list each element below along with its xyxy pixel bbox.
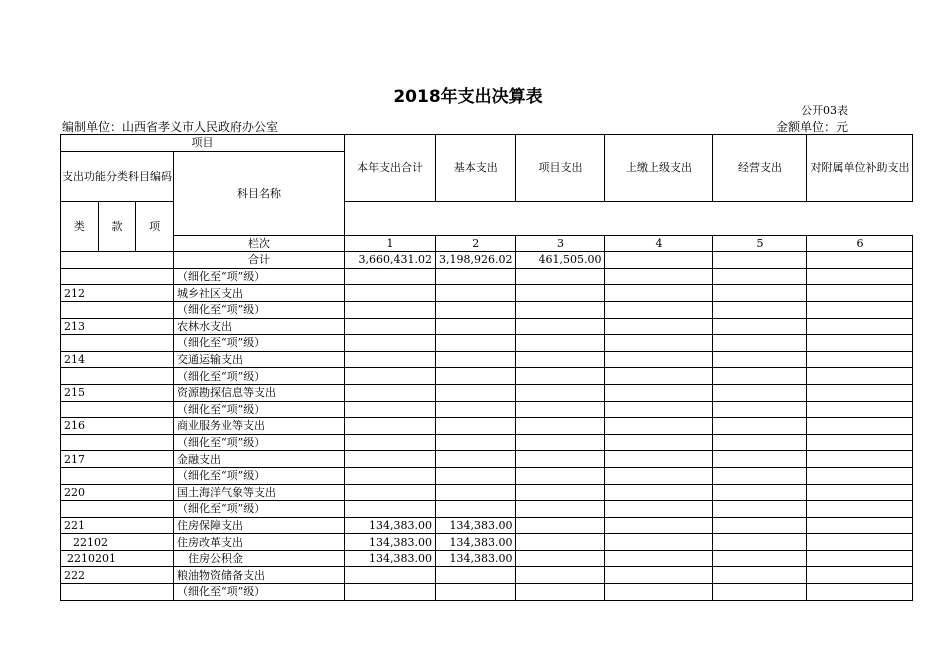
row-value-1 (345, 484, 436, 501)
header-code-group: 支出功能分类科目编码 (61, 151, 174, 201)
table-row (61, 434, 913, 451)
row-value-6 (807, 335, 913, 352)
row-value-6 (807, 418, 913, 435)
header-col-3: 项目支出 (516, 135, 605, 202)
total-value-1: 3,660,431.02 (345, 252, 436, 269)
row-code: 217 (61, 451, 174, 468)
row-subject-name: 商业服务业等支出 (174, 418, 345, 435)
row-value-2 (436, 301, 516, 318)
total-code (61, 252, 174, 269)
col-num-2: 2 (436, 235, 516, 252)
row-value-2 (436, 584, 516, 601)
row-value-3 (516, 418, 605, 435)
row-value-6 (807, 318, 913, 335)
header-xiang: 项 (136, 201, 174, 252)
row-subject-name: 交通运输支出 (174, 351, 345, 368)
table-row (61, 368, 913, 385)
row-value-5 (713, 401, 807, 418)
table-row (61, 534, 913, 551)
row-value-6 (807, 368, 913, 385)
row-value-5 (713, 434, 807, 451)
row-value-5 (713, 268, 807, 285)
row-value-1 (345, 384, 436, 401)
row-value-6 (807, 434, 913, 451)
row-subject-name: （细化至“项”级） (174, 584, 345, 601)
row-value-5 (713, 351, 807, 368)
row-value-3 (516, 451, 605, 468)
row-subject-name: （细化至“项”级） (174, 268, 345, 285)
row-code: 220 (61, 484, 174, 501)
row-value-2 (436, 268, 516, 285)
row-value-2 (436, 418, 516, 435)
row-code (61, 368, 174, 385)
row-value-5 (713, 451, 807, 468)
table-row (61, 484, 913, 501)
row-code: 222 (61, 567, 174, 584)
row-value-5 (713, 318, 807, 335)
row-value-4 (605, 368, 713, 385)
header-col-6: 对附属单位补助支出 (807, 135, 913, 202)
row-value-6 (807, 484, 913, 501)
row-value-6 (807, 451, 913, 468)
header-col-4: 上缴上级支出 (605, 135, 713, 202)
table-row (61, 384, 913, 401)
row-value-6 (807, 584, 913, 601)
row-value-3 (516, 351, 605, 368)
row-subject-name: （细化至“项”级） (174, 401, 345, 418)
row-value-3 (516, 567, 605, 584)
row-value-6 (807, 384, 913, 401)
row-code (61, 335, 174, 352)
row-value-6 (807, 550, 913, 567)
row-value-2 (436, 451, 516, 468)
row-value-1 (345, 351, 436, 368)
row-code: 212 (61, 285, 174, 302)
row-code (61, 434, 174, 451)
row-value-5 (713, 501, 807, 518)
row-subject-name: 住房改革支出 (174, 534, 345, 551)
row-value-2 (436, 434, 516, 451)
table-row (61, 351, 913, 368)
row-value-5 (713, 584, 807, 601)
row-code: 2210201 (61, 550, 174, 567)
row-code: 214 (61, 351, 174, 368)
total-value-2: 3,198,926.02 (436, 252, 516, 269)
row-value-4 (605, 584, 713, 601)
total-value-5 (713, 252, 807, 269)
row-code (61, 467, 174, 484)
row-value-4 (605, 401, 713, 418)
compiler-unit: 编制单位：山西省孝义市人民政府办公室 (62, 120, 279, 134)
total-value-6 (807, 252, 913, 269)
table-row (61, 418, 913, 435)
row-value-1 (345, 401, 436, 418)
row-value-5 (713, 368, 807, 385)
row-value-3 (516, 335, 605, 352)
row-value-2 (436, 368, 516, 385)
row-value-6 (807, 501, 913, 518)
row-value-5 (713, 484, 807, 501)
row-value-4 (605, 467, 713, 484)
row-value-1 (345, 268, 436, 285)
header-col-2: 基本支出 (436, 135, 516, 202)
row-code: 22102 (61, 534, 174, 551)
row-value-1 (345, 567, 436, 584)
row-value-2 (436, 501, 516, 518)
total-label: 合计 (174, 252, 345, 269)
row-subject-name: 国土海洋气象等支出 (174, 484, 345, 501)
row-value-2 (436, 285, 516, 302)
row-subject-name: 资源勘探信息等支出 (174, 384, 345, 401)
row-value-2 (436, 351, 516, 368)
row-subject-name: （细化至“项”级） (174, 301, 345, 318)
table-row (61, 301, 913, 318)
row-value-4 (605, 567, 713, 584)
row-value-1 (345, 418, 436, 435)
row-value-6 (807, 351, 913, 368)
row-subject-name: 粮油物资储备支出 (174, 567, 345, 584)
header-subject-name: 科目名称 (174, 151, 345, 235)
table-row (61, 268, 913, 285)
total-value-3: 461,505.00 (516, 252, 605, 269)
header-col-1: 本年支出合计 (345, 135, 436, 202)
table-row (61, 451, 913, 468)
table-row (61, 501, 913, 518)
row-value-4 (605, 351, 713, 368)
row-value-5 (713, 534, 807, 551)
row-value-1 (345, 434, 436, 451)
col-num-5: 5 (713, 235, 807, 252)
row-subject-name: 金融支出 (174, 451, 345, 468)
row-value-2 (436, 484, 516, 501)
row-value-4 (605, 451, 713, 468)
row-value-1 (345, 584, 436, 601)
row-value-3 (516, 467, 605, 484)
row-value-2: 134,383.00 (436, 517, 516, 534)
row-value-3 (516, 268, 605, 285)
row-value-4 (605, 534, 713, 551)
row-value-2 (436, 401, 516, 418)
row-subject-name: （细化至“项”级） (174, 335, 345, 352)
row-subject-name: （细化至“项”级） (174, 467, 345, 484)
row-value-5 (713, 418, 807, 435)
table-row (61, 517, 913, 534)
row-value-5 (713, 384, 807, 401)
row-subject-name: 住房保障支出 (174, 517, 345, 534)
col-num-3: 3 (516, 235, 605, 252)
row-subject-name: （细化至“项”级） (174, 434, 345, 451)
row-value-1 (345, 285, 436, 302)
row-value-2: 134,383.00 (436, 550, 516, 567)
row-value-2 (436, 318, 516, 335)
row-value-1 (345, 335, 436, 352)
row-value-3 (516, 501, 605, 518)
total-row (61, 252, 913, 269)
row-value-6 (807, 517, 913, 534)
row-value-6 (807, 467, 913, 484)
row-value-3 (516, 584, 605, 601)
row-value-3 (516, 301, 605, 318)
row-value-6 (807, 534, 913, 551)
row-code (61, 268, 174, 285)
row-value-3 (516, 484, 605, 501)
row-subject-name: （细化至“项”级） (174, 501, 345, 518)
row-value-2 (436, 384, 516, 401)
row-value-5 (713, 517, 807, 534)
header-col-5: 经营支出 (713, 135, 807, 202)
row-value-3 (516, 384, 605, 401)
row-value-4 (605, 418, 713, 435)
row-subject-name: 城乡社区支出 (174, 285, 345, 302)
row-value-3 (516, 318, 605, 335)
row-subject-name: 住房公积金 (174, 550, 345, 567)
table-row (61, 584, 913, 601)
row-value-4 (605, 301, 713, 318)
row-value-5 (713, 335, 807, 352)
header-project: 项目 (61, 135, 345, 152)
currency-unit: 金额单位：元 (775, 120, 848, 134)
table-row (61, 401, 913, 418)
form-number: 公开03表 (801, 104, 848, 117)
row-value-1 (345, 318, 436, 335)
total-value-4 (605, 252, 713, 269)
row-value-6 (807, 401, 913, 418)
table-row (61, 285, 913, 302)
col-num-4: 4 (605, 235, 713, 252)
row-value-2: 134,383.00 (436, 534, 516, 551)
row-value-5 (713, 301, 807, 318)
row-value-4 (605, 484, 713, 501)
row-code (61, 501, 174, 518)
row-value-5 (713, 467, 807, 484)
row-value-6 (807, 285, 913, 302)
row-value-1 (345, 301, 436, 318)
row-value-4 (605, 285, 713, 302)
page-title: 2018年支出决算表 (393, 87, 543, 107)
row-code: 221 (61, 517, 174, 534)
row-code: 213 (61, 318, 174, 335)
table-row (61, 550, 913, 567)
row-code (61, 401, 174, 418)
row-value-1: 134,383.00 (345, 550, 436, 567)
row-value-3 (516, 368, 605, 385)
table-row (61, 467, 913, 484)
row-value-2 (436, 467, 516, 484)
row-value-6 (807, 567, 913, 584)
row-value-4 (605, 434, 713, 451)
row-value-3 (516, 401, 605, 418)
row-value-2 (436, 567, 516, 584)
row-value-3 (516, 517, 605, 534)
table-row (61, 335, 913, 352)
row-value-4 (605, 268, 713, 285)
table-row (61, 318, 913, 335)
row-value-2 (436, 335, 516, 352)
row-value-4 (605, 384, 713, 401)
row-value-5 (713, 567, 807, 584)
row-value-1 (345, 467, 436, 484)
row-value-5 (713, 550, 807, 567)
row-value-6 (807, 268, 913, 285)
header-kuan: 款 (98, 201, 136, 252)
expenditure-table (60, 134, 913, 601)
row-value-1 (345, 451, 436, 468)
row-value-4 (605, 318, 713, 335)
row-value-1 (345, 501, 436, 518)
row-value-3 (516, 285, 605, 302)
row-value-3 (516, 434, 605, 451)
row-code: 215 (61, 384, 174, 401)
col-num-1: 1 (345, 235, 436, 252)
col-num-6: 6 (807, 235, 913, 252)
row-code: 216 (61, 418, 174, 435)
header-lei: 类 (61, 201, 99, 252)
row-subject-name: （细化至“项”级） (174, 368, 345, 385)
table-row (61, 567, 913, 584)
row-value-6 (807, 301, 913, 318)
row-value-1: 134,383.00 (345, 517, 436, 534)
row-value-1: 134,383.00 (345, 534, 436, 551)
row-value-5 (713, 285, 807, 302)
row-value-3 (516, 534, 605, 551)
row-code (61, 301, 174, 318)
row-subject-name: 农林水支出 (174, 318, 345, 335)
row-value-1 (345, 368, 436, 385)
row-value-4 (605, 517, 713, 534)
row-code (61, 584, 174, 601)
row-value-4 (605, 501, 713, 518)
row-value-4 (605, 550, 713, 567)
row-value-4 (605, 335, 713, 352)
row-label: 栏次 (174, 235, 345, 252)
row-value-3 (516, 550, 605, 567)
